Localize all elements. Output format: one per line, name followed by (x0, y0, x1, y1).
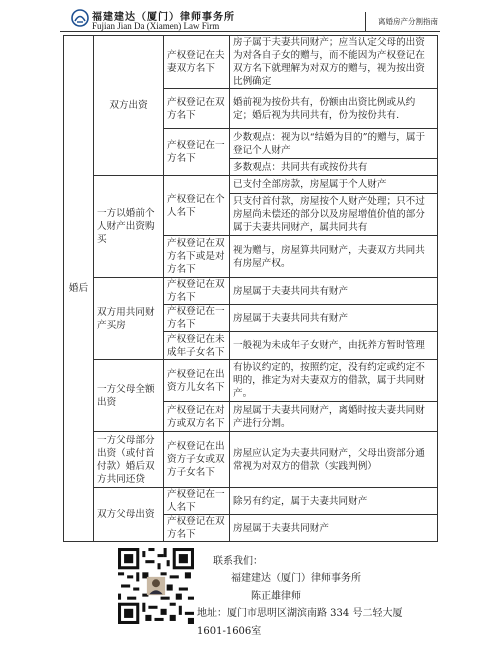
property-division-table (63, 35, 438, 542)
table-row (64, 36, 438, 89)
document-title: 离婚房产分割指南 (378, 17, 438, 26)
group-label: 一方父母部分出资（或付首付款）婚后双方共同还贷 (94, 432, 164, 488)
sub-condition: 产权登记在未成年子女名下 (164, 332, 230, 360)
sub-condition: 产权登记在夫妻双方名下 (164, 36, 230, 89)
group-label: 一方父母全额出资 (94, 360, 164, 432)
result-cell: 房屋应认定为夫妻共同财产，父母出资部分通常视为对双方的借款（实践判例） (230, 432, 438, 488)
table-row (64, 176, 438, 194)
group-label: 一方以婚前个人财产出资购买 (94, 176, 164, 278)
table-row (64, 432, 438, 488)
sub-condition: 产权登记在双方名下或是对方名下 (164, 236, 230, 278)
result-cell: 房子属于夫妻共同财产；应当认定父母的出资为对各自子女的赠与，而不能因为产权登记在双方名下就理解为对双方的赠与，视为按出资比例确定 (230, 36, 438, 89)
address-suite: 1601-1606室 (197, 626, 262, 637)
table-row (64, 488, 438, 515)
result-cell: 除另有约定，属于夫妻共同财产 (230, 488, 438, 515)
result-cell: 视为赠与，房屋算共同财产，夫妻双方共同共有房屋产权。 (230, 236, 438, 278)
group-label: 双方用共同财产买房 (94, 278, 164, 360)
sub-condition: 产权登记在出资方子女或双方子女名下 (164, 432, 230, 488)
result-cell: 已支付全部房款，房屋属于个人财产 (230, 176, 438, 194)
row-header-during-marriage: 婚后 (64, 36, 94, 542)
table-row (64, 278, 438, 305)
result-cell: 房屋属于夫妻共同共有财产 (230, 278, 438, 305)
contact-footer (0, 540, 500, 666)
firm-name-en: Fujian Jian Da (Xiamen) Law Firm (92, 21, 220, 31)
page-header (0, 0, 500, 40)
sub-condition: 产权登记在双方名下 (164, 515, 230, 542)
sub-condition: 产权登记在一人名下 (164, 488, 230, 515)
result-cell: 少数观点：视为以“结婚为目的”的赠与，属于登记个人财产 (230, 129, 438, 159)
header-divider (365, 12, 366, 32)
result-cell: 一般视为未成年子女财产，由抚养方暂时管理 (230, 332, 438, 360)
result-cell: 只支付首付款，房屋按个人财产处理；只不过房屋尚未偿还的部分以及房屋增值价值的部分属于夫妻共同财产，属共同共有 (230, 194, 438, 236)
sub-condition: 产权登记在双方名下 (164, 278, 230, 305)
group-label: 双方父母出资 (94, 488, 164, 542)
law-firm-logo-icon (71, 9, 89, 27)
wechat-qr-code[interactable] (118, 548, 194, 624)
sub-condition: 产权登记在一方名下 (164, 129, 230, 176)
sub-condition: 产权登记在对方或双方名下 (164, 402, 230, 432)
group-label: 双方出资 (94, 36, 164, 176)
result-cell: 有协议约定的，按照约定，没有约定或约定不明的，推定为对夫妻双方的借款，属于共同财产。 (230, 360, 438, 402)
table-row (64, 360, 438, 402)
sub-condition: 产权登记在双方名下 (164, 89, 230, 129)
header-rule (60, 31, 440, 32)
address-line: 地址：厦门市思明区湖滨南路 334 号二轻大厦 (197, 608, 403, 619)
result-cell: 房屋属于夫妻共同财产 (230, 515, 438, 542)
result-cell: 房屋属于夫妻共同财产，离婚时按夫妻共同财产进行分割。 (230, 402, 438, 432)
result-cell: 房屋属于夫妻共同共有财产 (230, 305, 438, 332)
result-cell: 婚前视为按份共有，份额由出资比例或从约定；婚后视为共同共有，份为按份共有. (230, 89, 438, 129)
sub-condition: 产权登记在个人名下 (164, 176, 230, 236)
result-cell: 多数观点：共同共有或按份共有 (230, 159, 438, 176)
sub-condition: 产权登记在一方名下 (164, 305, 230, 332)
sub-condition: 产权登记在出资方儿女名下 (164, 360, 230, 402)
lawyer-name: 陈正雄律师 (251, 591, 301, 602)
contact-title: 联系我们： (213, 556, 263, 567)
firm-name-cn: 福建建达（厦门）律师事务所 (92, 12, 235, 23)
footer-firm-name: 福建建达（厦门）律师事务所 (231, 573, 361, 584)
